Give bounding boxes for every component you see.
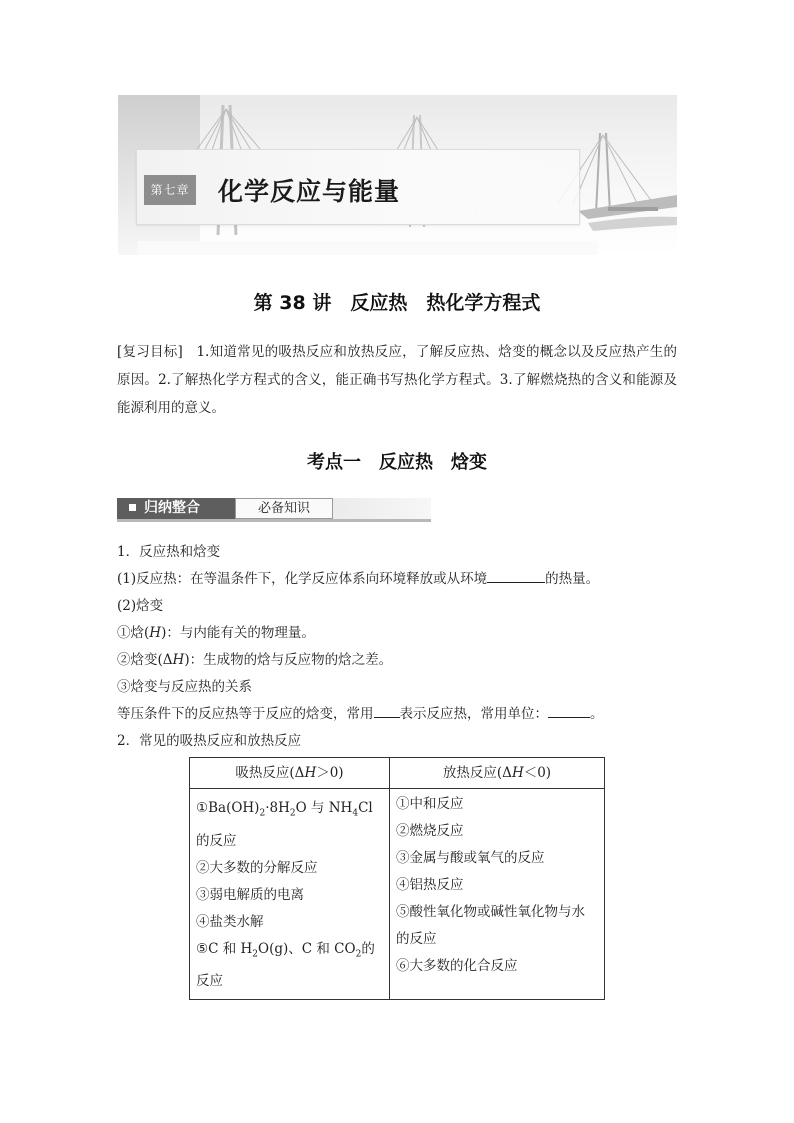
review-goal-text: 1.知道常见的吸热反应和放热反应，了解反应热、焓变的概念以及反应热产生的原因。2.了解热化学方程式的含义，能正确书写热化学方程式。3.了解燃烧热的含义和能源及能源利用的意义。: [117, 344, 677, 416]
text: ＞0): [316, 765, 344, 781]
exo-item-3: ③金属与酸或氧气的反应: [396, 850, 545, 866]
endo-item-5: [196, 936, 383, 996]
symbol-h: H: [172, 652, 185, 668]
chapter-title: 化学反应与能量: [218, 177, 401, 206]
subscript: 2: [252, 949, 259, 960]
endo-item-3: ③弱电解质的电离: [196, 886, 304, 903]
content-body: [117, 539, 687, 755]
header-endothermic: [190, 758, 390, 789]
heading-2: 2．常见的吸热反应和放热反应: [117, 733, 302, 749]
text: Cl 的反应: [196, 800, 373, 849]
kaodian-title: 考点一 反应热 焓变: [307, 452, 487, 473]
exo-item-6: ⑥大多数的化合反应: [396, 958, 518, 974]
endo-item-4: ④盐类水解: [196, 913, 264, 930]
table-row: [190, 789, 605, 1000]
paragraph-delta-h: [117, 647, 687, 674]
exo-item-4: ④铝热反应: [396, 877, 464, 893]
chapter-tag: 第七章: [144, 175, 196, 205]
lecture-title: 第 38 讲 反应热 热化学方程式: [253, 292, 541, 314]
text: 放热反应(Δ: [442, 765, 512, 781]
section-label-box: [117, 498, 235, 519]
paragraph-enthalpy: [117, 620, 687, 647]
section-underline: [117, 519, 431, 522]
text: O(g)、C 和 CO: [258, 940, 356, 957]
text: (1)反应热：在等温条件下，化学反应体系向环境释放或从环境: [117, 571, 488, 587]
symbol-h: H: [511, 765, 524, 781]
section-label: 归纳整合: [144, 500, 200, 516]
text: 表示反应热，常用单位：: [399, 706, 548, 722]
subscript: 4: [352, 808, 359, 819]
review-goal: [117, 338, 677, 422]
text: ②焓变(Δ: [117, 652, 173, 668]
text: )：生成物的焓与反应物的焓之差。: [184, 652, 393, 668]
text: )：与内能有关的物理量。: [161, 625, 315, 641]
paragraph-relation: ③焓变与反应热的关系: [117, 679, 252, 695]
symbol-h: H: [304, 765, 317, 781]
fill-blank: [487, 567, 545, 583]
paragraph-reaction-heat: [117, 566, 687, 593]
subscript: 2: [289, 808, 296, 819]
endothermic-cell: [190, 789, 390, 1000]
text: ①Ba(OH): [196, 800, 260, 816]
subscript: 2: [259, 808, 266, 819]
fill-blank: [548, 702, 590, 718]
fill-blank: [374, 702, 400, 718]
header-exothermic: [390, 758, 605, 789]
text: ①焓(: [117, 625, 150, 641]
text: O 与 NH: [295, 800, 353, 816]
subscript: 2: [355, 949, 362, 960]
reaction-table: [189, 757, 605, 1000]
text: 的热量。: [545, 571, 600, 587]
section-tag: 必备知识: [235, 498, 333, 519]
exo-item-1: ①中和反应: [396, 796, 464, 812]
banner-bottom-strip: [138, 241, 598, 255]
text: 。: [590, 706, 604, 722]
exothermic-cell: [390, 789, 605, 1000]
text: ·8H: [265, 800, 290, 816]
text: ＜0): [523, 765, 552, 781]
symbol-h: H: [149, 625, 162, 641]
paragraph-enthalpy-change: (2)焓变: [117, 598, 164, 614]
text: ⑤C 和 H: [196, 940, 253, 957]
review-goal-label: [复习目标]: [117, 344, 183, 360]
chapter-banner: [118, 95, 677, 255]
square-bullet-icon: [129, 504, 136, 511]
paragraph-isobaric: [117, 701, 687, 728]
endo-item-2: ②大多数的分解反应: [196, 859, 318, 876]
endo-item-1: [196, 795, 383, 855]
text: 吸热反应(Δ: [235, 765, 305, 781]
text: 的反应: [196, 940, 375, 990]
section-bar: [117, 498, 431, 522]
text: 等压条件下的反应热等于反应的焓变，常用: [117, 706, 374, 722]
heading-1: 1．反应热和焓变: [117, 544, 221, 560]
exo-item-5: ⑤酸性氧化物或碱性氧化物与水的反应: [396, 904, 585, 947]
exo-item-2: ②燃烧反应: [396, 823, 464, 839]
table-header-row: [190, 758, 605, 789]
